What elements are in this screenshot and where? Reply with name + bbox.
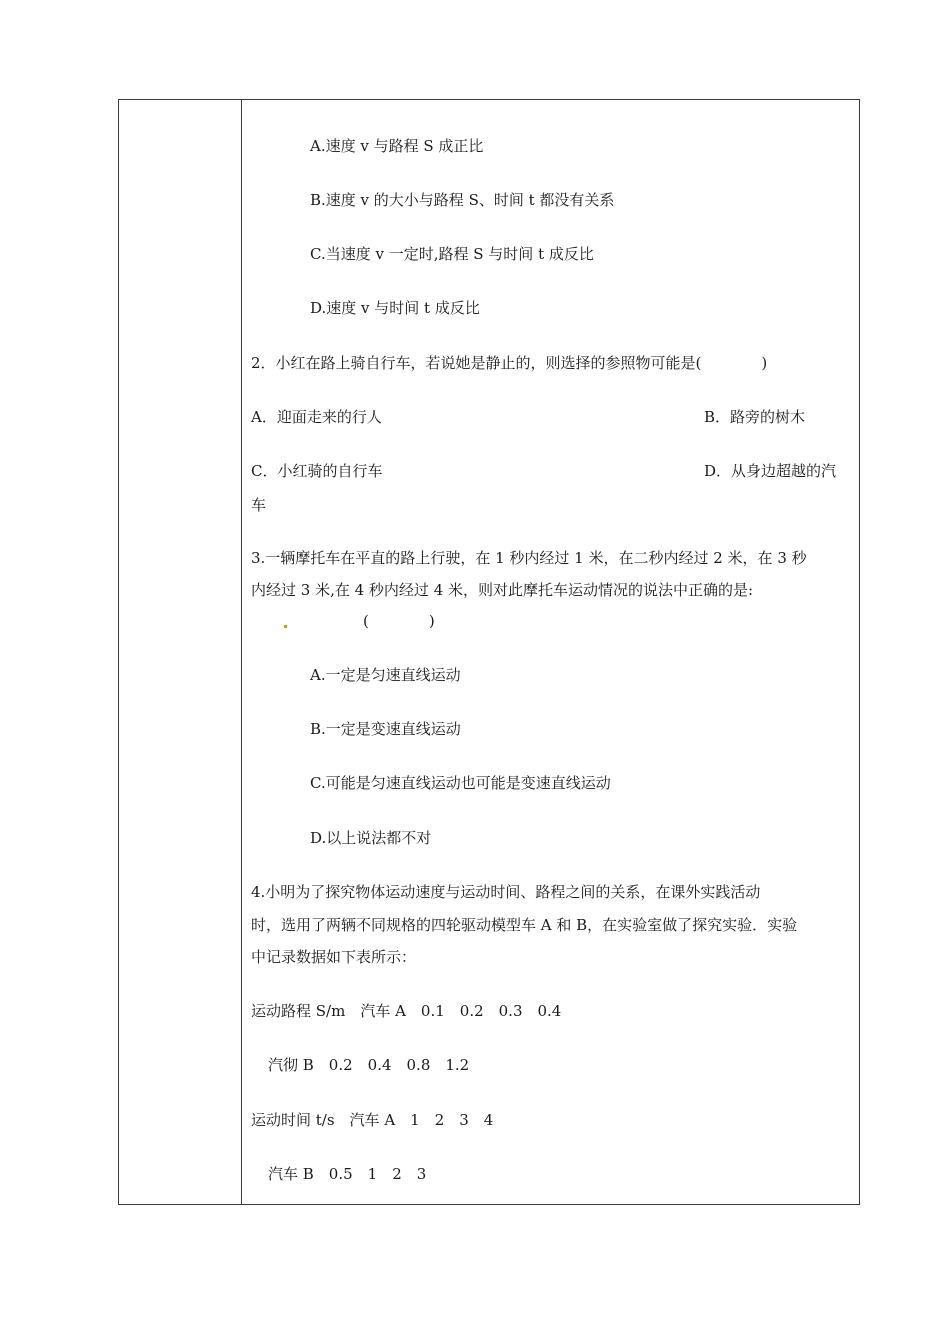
q4-row-distance-b: 汽彻 B 0.2 0.4 0.8 1.2 — [268, 1056, 470, 1074]
q2-stem: 2．小红在路上骑自行车，若说她是静止的，则选择的参照物可能是( ) — [251, 354, 768, 372]
q1-option-a: A.速度 v 与路程 S 成正比 — [310, 137, 484, 155]
q2-option-c: C．小红骑的自行车 — [251, 462, 383, 480]
q2-option-d-wrap: 车 — [251, 496, 267, 514]
column-divider — [241, 99, 242, 1205]
q3-answer-paren: ( ) — [363, 612, 435, 630]
q4-row-time-a: 运动时间 t/s 汽车 A 1 2 3 4 — [251, 1111, 494, 1129]
q4-row-distance-a: 运动路程 S/m 汽车 A 0.1 0.2 0.3 0.4 — [251, 1002, 562, 1020]
q2-option-b: B．路旁的树木 — [704, 408, 806, 426]
q2-option-a: A．迎面走来的行人 — [251, 408, 382, 426]
q3-option-a: A.一定是匀速直线运动 — [310, 666, 461, 684]
q1-option-d: D.速度 v 与时间 t 成反比 — [310, 299, 480, 317]
question-cell — [251, 99, 851, 1205]
q3-option-b: B.一定是变速直线运动 — [310, 720, 461, 738]
q4-stem-line2: 时，选用了两辆不同规格的四轮驱动模型车 A 和 B，在实验室做了探究实验．实验 — [251, 916, 798, 934]
q3-stem-line1: 3.一辆摩托车在平直的路上行驶，在 1 秒内经过 1 米，在二秒内经过 2 米，在 3 秒 — [251, 549, 807, 567]
q3-option-c: C.可能是匀速直线运动也可能是变速直线运动 — [310, 774, 611, 792]
q4-stem-line1: 4.小明为了探究物体运动速度与运动时间、路程之间的关系，在课外实践活动 — [251, 883, 761, 901]
q4-row-time-b: 汽车 B 0.5 1 2 3 — [268, 1165, 427, 1183]
q3-stem-line2: 内经过 3 米,在 4 秒内经过 4 米，则对此摩托车运动情况的说法中正确的是: — [251, 581, 754, 599]
q1-option-b: B.速度 v 的大小与路程 S、时间 t 都没有关系 — [310, 191, 615, 209]
stray-mark — [284, 625, 287, 628]
q1-option-c: C.当速度 v 一定时,路程 S 与时间 t 成反比 — [310, 245, 594, 263]
q3-option-d: D.以上说法都不对 — [310, 829, 432, 847]
q4-stem-line3: 中记录数据如下表所示： — [251, 948, 417, 966]
q2-option-d: D．从身边超越的汽 — [704, 462, 837, 480]
